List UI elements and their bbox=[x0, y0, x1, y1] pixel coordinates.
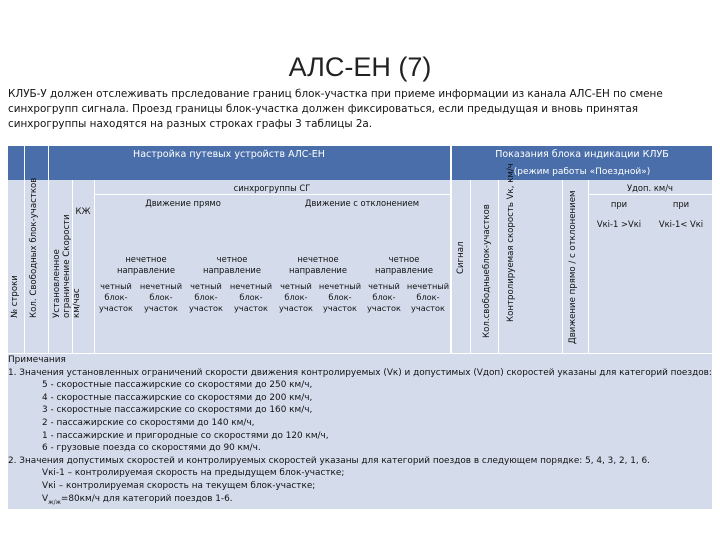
header-right-sub: (режим работы «Поездной») bbox=[452, 164, 712, 180]
cat-6: 6 - грузовые поезда со скоростями до 90 км/ч. bbox=[42, 443, 261, 454]
dir-odd-1: нечетное направление bbox=[116, 254, 176, 275]
header-left: Настройка путевых устройств АЛС-ЕН bbox=[8, 146, 450, 164]
col-signal: Сигнал bbox=[456, 241, 466, 274]
pri-2: при bbox=[672, 199, 690, 209]
udop-label: Удоп. км/ч bbox=[627, 183, 673, 193]
intro-paragraph: КЛУБ-У должен отслеживать прследование границ блок-участка при приеме информации из канала АЛС-ЕН по смене синхрогрупп сигнала. Проезд границы блок-участка должен фиксироваться, если предыдущая и вновь принятая синхрогруппы находятся на разных строках графы 3 таблицы 2а. bbox=[8, 88, 663, 130]
pri-1: при bbox=[610, 199, 628, 209]
sync-groups: синхрогруппы СГ bbox=[233, 183, 311, 193]
col-row-no: № строки bbox=[10, 275, 20, 318]
note-2: 2. Значения допустимых скоростей и контролируемых скоростей указаны для категорий поездов в следующем порядке: 5, 4, 3, 2, 1, 6. bbox=[8, 455, 651, 466]
move-straight: Движение прямо bbox=[145, 198, 221, 208]
blk-7: четный блок-участок bbox=[367, 281, 401, 313]
note-1: 1. Значения установленных ограничений скорости движения контролируемых (Vк) и допустимых (Vдоп) скоростей указаны для категорий поездов: bbox=[8, 367, 712, 378]
notes bbox=[8, 354, 712, 509]
header-left-blank bbox=[8, 164, 450, 180]
blk-6: нечетный блок-участок bbox=[318, 281, 362, 313]
dir-odd-2: нечетное направление bbox=[288, 254, 348, 275]
col-move-dir: Движение прямо / с отклонением bbox=[568, 190, 578, 344]
cond-2: Vкi-1< Vкi bbox=[658, 219, 704, 229]
cat-2: 2 - пассажирские со скоростями до 140 км/ч, bbox=[42, 417, 255, 428]
vk-prev: Vкi-1 – контролируемая скорость на предыдущем блок-участке; bbox=[42, 468, 345, 479]
cat-1: 1 - пассажирские и пригородные со скоростями до 120 км/ч, bbox=[42, 430, 329, 441]
col-control-speed: Контролируемая скорость Vк, км/ч bbox=[506, 163, 516, 322]
blk-3: четный блок-участок bbox=[189, 281, 223, 313]
cat-3: 3 - скоростные пассажирские со скоростями до 160 км/ч, bbox=[42, 405, 313, 416]
blk-5: четный блок-участок bbox=[279, 281, 313, 313]
blk-1: четный блок-участок bbox=[99, 281, 133, 313]
dir-even-2: четное направление bbox=[374, 254, 434, 275]
blk-4: нечетный блок-участок bbox=[229, 281, 273, 313]
dir-even-1: четное направление bbox=[202, 254, 262, 275]
blk-8: нечетный блок-участок bbox=[406, 281, 450, 313]
col-kzh: КЖ bbox=[75, 206, 91, 216]
header-right: Показания блока индикации КЛУБ bbox=[452, 146, 712, 164]
v-zhzh: $V_{ж/ж}=80км/ч$ для категорий поездов 1-6. bbox=[42, 493, 233, 506]
blk-2: нечетный блок-участок bbox=[139, 281, 183, 313]
col-free-blocks: Кол. Свободных блок-участков bbox=[29, 177, 39, 318]
col-kol-free: Кол.свободныеблок-участков bbox=[482, 204, 492, 338]
speed-table bbox=[8, 146, 712, 509]
cat-4: 4 - скоростные пассажирские со скоростями до 200 км/ч, bbox=[42, 392, 313, 403]
vk-current: Vкi – контролируемая скорость на текущем блок-участке; bbox=[42, 480, 316, 491]
notes-heading: Примечания bbox=[8, 355, 66, 365]
cond-1: Vкi-1 >Vкi bbox=[596, 219, 642, 229]
move-deviation: Движение с отклонением bbox=[304, 198, 420, 208]
col-speed-limit: Установленное ограничение Скорости км/час bbox=[52, 214, 82, 318]
cat-5: 5 - скоростные пассажирские со скоростями до 250 км/ч, bbox=[42, 380, 313, 391]
page-title: АЛС-ЕН (7) bbox=[288, 52, 432, 82]
